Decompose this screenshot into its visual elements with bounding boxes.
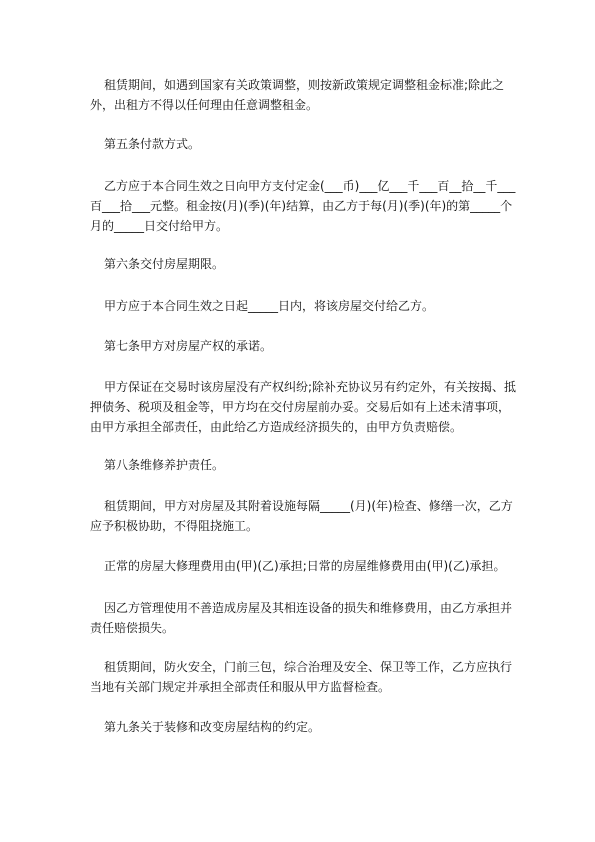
- paragraph-delivery-deadline: 甲方应于本合同生效之日起_____日内，将该房屋交付给乙方。: [104, 299, 435, 313]
- heading-article-5: 第五条付款方式。: [104, 137, 201, 151]
- paragraph-maintenance-inspection: 租赁期间，甲方对房屋及其附着设施每隔_____(月)(年)检查、修缮一次，乙方应予积极协助，不得阻挠施工。: [90, 499, 513, 533]
- heading-article-8: 第八条维修养护责任。: [104, 458, 225, 472]
- paragraph-property-rights: 甲方保证在交易时该房屋没有产权纠纷;除补充协议另有约定外，有关按揭、抵押债务、税项及租金等，甲方均在交付房屋前办妥。交易后如有上述未清事项，由甲方承担全部责任，由此给乙方造成经济损失的，由甲方负责赔偿。: [90, 380, 517, 434]
- heading-article-7: 第七条甲方对房屋产权的承诺。: [104, 339, 273, 353]
- heading-article-6: 第六条交付房屋期限。: [104, 257, 225, 271]
- paragraph-tenant-liability: 因乙方管理使用不善造成房屋及其相连设备的损失和维修费用，由乙方承担并责任赔偿损失。: [90, 601, 513, 635]
- paragraph-safety-obligations: 租赁期间，防火安全，门前三包，综合治理及安全、保卫等工作，乙方应执行当地有关部门规定并承担全部责任和服从甲方监督检查。: [90, 660, 513, 694]
- paragraph-payment-method: 乙方应于本合同生效之日向甲方支付定金(___币)___亿___千___百__拾__千___百___拾___元整。租金按(月)(季)(年)结算，由乙方于每(月)(季)(年)的第_____个月的_____日交付给甲方。: [90, 179, 516, 233]
- heading-article-9: 第九条关于装修和改变房屋结构的约定。: [104, 720, 321, 734]
- paragraph-rent-adjustment: 租赁期间，如遇到国家有关政策调整，则按新政策规定调整租金标准;除此之外，出租方不得以任何理由任意调整租金。: [90, 78, 505, 112]
- paragraph-repair-costs: 正常的房屋大修理费用由(甲)(乙)承担;日常的房屋维修费用由(甲)(乙)承担。: [104, 559, 506, 573]
